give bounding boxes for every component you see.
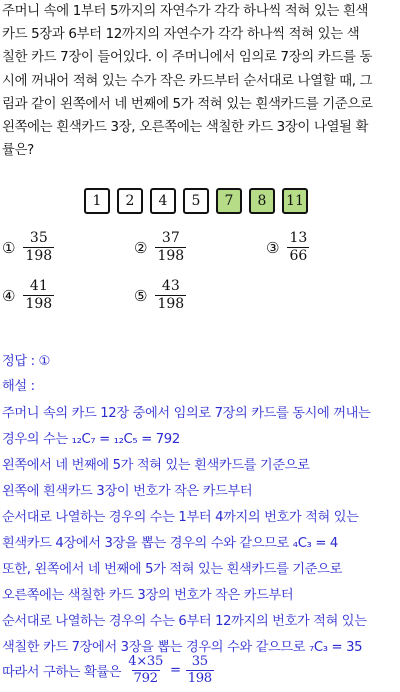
choice-3[interactable] (266, 230, 309, 265)
numerator: 41 (29, 278, 48, 294)
card-colored: 11 (282, 188, 308, 214)
numerator: 13 (289, 230, 308, 246)
card-white: 4 (150, 188, 176, 214)
explanation-line: 왼쪽에 흰색카드 3장이 번호가 작은 카드부터 (2, 484, 253, 499)
explanation-line: 주머니 속의 카드 12장 중에서 임의로 7장의 카드를 동시에 꺼내는 (2, 406, 371, 421)
numerator: 35 (29, 230, 48, 246)
question-line: 시에 꺼내어 적혀 있는 수가 작은 카드부터 순서대로 나열할 때, 그 (2, 73, 373, 89)
final-probability-line (2, 654, 214, 687)
choice-5[interactable] (134, 278, 186, 313)
explanation-line: 왼쪽에서 네 번째에 5가 적혀 있는 흰색카드를 기준으로 (2, 458, 310, 473)
question-line: 주머니 속에 1부터 5까지의 자연수가 각각 하나씩 적혀 있는 흰색 (2, 4, 369, 19)
numerator: 35 (191, 654, 208, 669)
explanation-line: 순서대로 나열하는 경우의 수는 1부터 4까지의 번호가 적혀 있는 (2, 510, 359, 525)
card-colored: 8 (249, 188, 275, 214)
denominator: 198 (157, 296, 185, 312)
question-line: 칠한 카드 7장이 들어있다. 이 주머니에서 임의로 7장의 카드를 동 (2, 50, 373, 66)
explanation-line: 흰색카드 4장에서 3장을 뽑는 경우의 수와 같으므로 ₄C₃ = 4 (2, 536, 338, 551)
choice-mark: ① (2, 238, 16, 257)
explanation-line: 순서대로 나열하는 경우의 수는 6부터 12까지의 번호가 적혀 있는 (2, 614, 367, 629)
denominator: 66 (289, 248, 308, 264)
choice-1[interactable] (2, 230, 54, 265)
denominator: 198 (25, 296, 53, 312)
denominator: 198 (187, 671, 212, 686)
equals-sign: = (170, 663, 181, 678)
card-white: 5 (183, 188, 209, 214)
explanation-line: 경우의 수는 ₁₂C₇ = ₁₂C₅ = 792 (2, 432, 180, 447)
choice-mark: ④ (2, 286, 16, 305)
numerator: 43 (161, 278, 180, 294)
choice-fraction (23, 278, 54, 313)
denominator: 792 (133, 671, 158, 686)
denominator: 198 (157, 248, 185, 264)
numerator: 37 (161, 230, 180, 246)
question-line: 카드 5장과 6부터 12까지의 자연수가 각각 하나씩 적혀 있는 색 (2, 27, 360, 43)
explanation-line: 오른쪽에는 색칠한 카드 3장의 번호가 작은 카드부터 (2, 588, 294, 603)
choice-mark: ③ (266, 238, 280, 257)
choice-2[interactable] (134, 230, 186, 265)
final-fraction-2 (186, 654, 214, 687)
question-line: 림과 같이 왼쪽에서 네 번째에 5가 적혀 있는 흰색카드를 기준으로 (2, 96, 373, 112)
question-line: 률은? (2, 143, 34, 159)
card-white: 1 (84, 188, 110, 214)
card-white: 2 (117, 188, 143, 214)
card-colored: 7 (216, 188, 242, 214)
answer-line: 정답 : ① (2, 354, 51, 369)
explanation-line: 또한, 왼쪽에서 네 번째에 5가 적혀 있는 흰색카드를 기준으로 (2, 562, 342, 577)
question-line: 왼쪽에는 흰색카드 3장, 오른쪽에는 색칠한 카드 3장이 나열될 확 (2, 120, 369, 136)
explanation-heading: 해설 : (2, 379, 35, 394)
choice-fraction (23, 230, 54, 265)
choice-fraction (155, 230, 186, 265)
choice-mark: ② (134, 238, 148, 257)
denominator: 198 (25, 248, 53, 264)
question-text (2, 0, 398, 162)
final-prefix: 따라서 구하는 확률은 (2, 665, 122, 680)
answer-choices (0, 230, 400, 330)
choice-fraction (287, 230, 309, 265)
choice-mark: ⑤ (134, 286, 148, 305)
numerator: 4×35 (128, 654, 164, 669)
explanation-line: 색칠한 카드 7장에서 3장을 뽑는 경우의 수와 같으므로 ₇C₃ = 35 (2, 640, 363, 655)
choice-fraction (155, 278, 186, 313)
choice-4[interactable] (2, 278, 54, 313)
final-fraction-1 (126, 654, 165, 687)
